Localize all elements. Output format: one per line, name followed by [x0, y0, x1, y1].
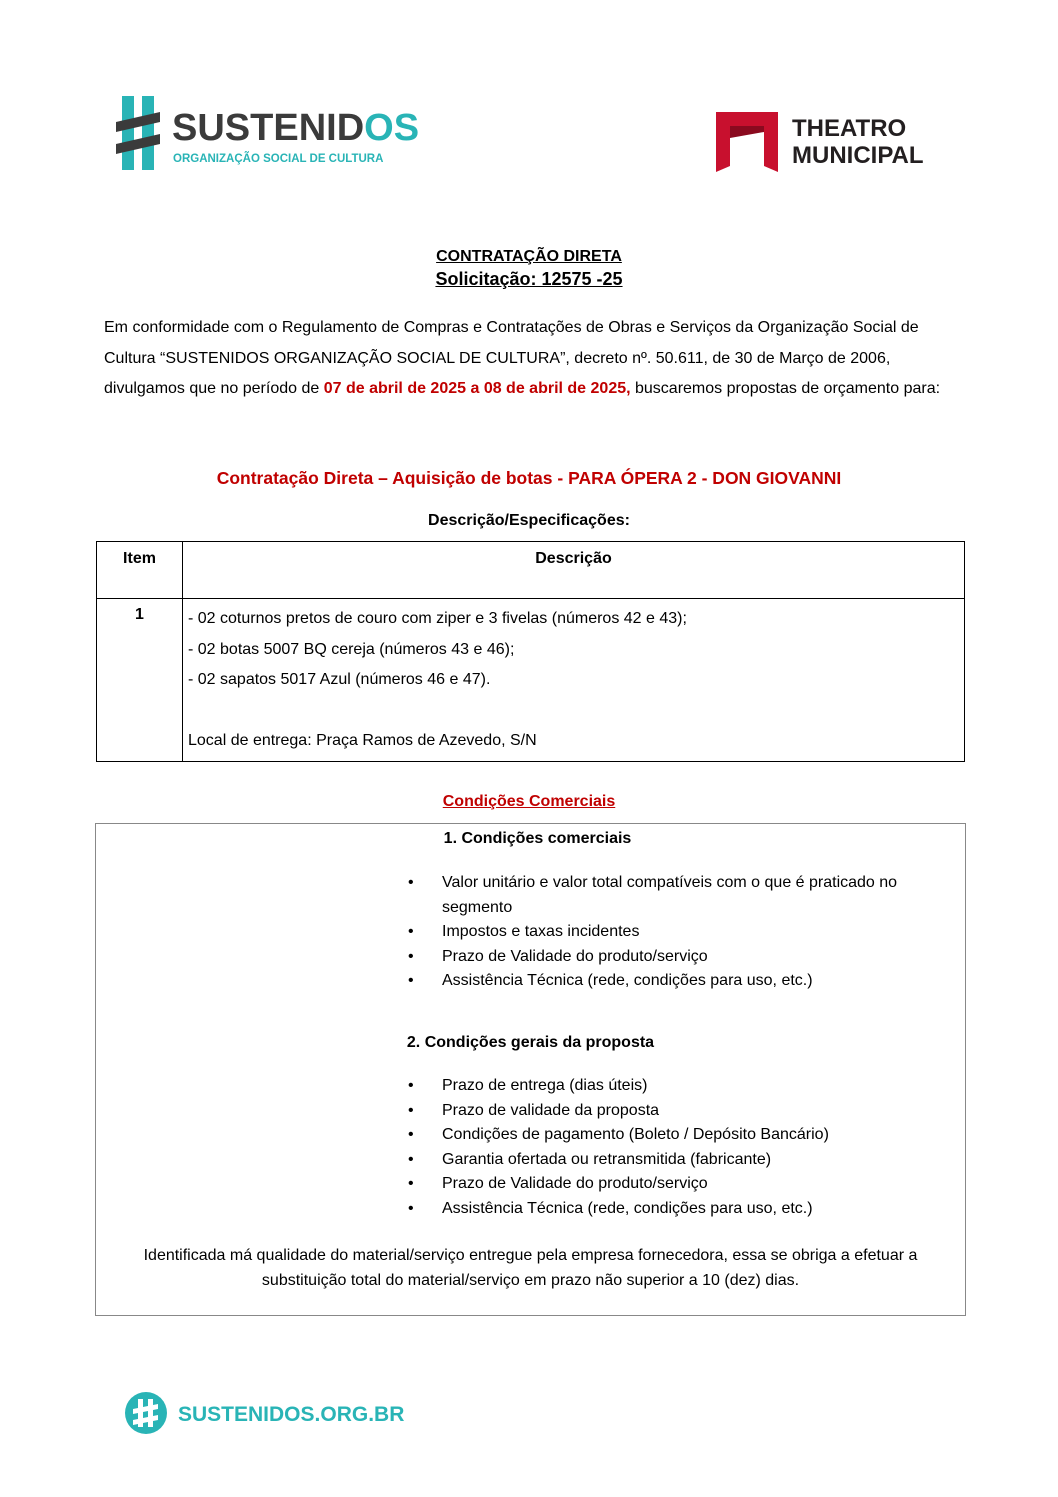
description-line: - 02 botas 5007 BQ cereja (números 43 e 46); [188, 640, 515, 658]
request-number: Solicitação: 12575 -25 [435, 269, 623, 289]
theatro-municipal-logo [714, 108, 954, 174]
footer-website-logo [124, 1390, 405, 1436]
commercial-conditions-heading: Condições Comerciais [442, 793, 616, 810]
footer-hash-circle-icon [125, 1392, 167, 1434]
sustenidos-logo [116, 94, 420, 172]
subject-heading: Contratação Direta – Aquisição de botas - PARA ÓPERA 2 - DON GIOVANNI [216, 468, 842, 488]
intro-period: 07 de abril de 2025 a 08 de abril de 2025, [323, 380, 631, 397]
list-item: • Prazo de validade da proposta [408, 1099, 938, 1124]
table-header-divider [97, 598, 964, 599]
section1-list [408, 871, 938, 994]
footer-site-text: SUSTENIDOS.ORG.BR [178, 1403, 405, 1426]
table-header-item: Item [123, 550, 156, 567]
sustenidos-brand-text: SUSTENIDOS [172, 107, 420, 149]
theatro-line2: MUNICIPAL [792, 142, 924, 169]
list-item: • Assistência Técnica (rede, condições para uso, etc.) [408, 969, 938, 994]
list-item: • Assistência Técnica (rede, condições para uso, etc.) [408, 1197, 938, 1222]
section2-title: 2. Condições gerais da proposta [406, 1034, 655, 1051]
table-cell-item-number: 1 [135, 606, 144, 623]
list-item: • Valor unitário e valor total compatíveis com o que é praticado no segmento [408, 871, 938, 920]
delivery-location: Local de entrega: Praça Ramos de Azevedo, S/N [188, 731, 537, 749]
table-cell-description [188, 604, 958, 756]
conditions-box [95, 823, 966, 1316]
table-header-description: Descrição [535, 550, 612, 567]
intro-text-after: buscaremos propostas de orçamento para: [630, 380, 941, 397]
list-item: • Garantia ofertada ou retransmitida (fabricante) [408, 1148, 938, 1173]
list-item: • Prazo de Validade do produto/serviço [408, 945, 938, 970]
list-item: • Impostos e taxas incidentes [408, 920, 938, 945]
section2-list [408, 1074, 938, 1221]
items-table [96, 541, 965, 762]
sustenidos-tagline: ORGANIZAÇÃO SOCIAL DE CULTURA [173, 153, 384, 165]
list-item: • Prazo de Validade do produto/serviço [408, 1172, 938, 1197]
quality-footnote: Identificada má qualidade do material/serviço entregue pela empresa fornecedora, essa se obriga a efetuar a substituição total do material/serviço em prazo não superior a 10 (dez) dias. [143, 1247, 918, 1289]
intro-text-before: Em conformidade com o Regulamento de Compras e Contratações de Obras e Serviços da Organização Social de Cultura “SUSTENIDOS ORGANIZAÇÃO SOCIAL DE CULTURA”, decreto nº. 50.611, de 30 de Março de 2006, divulgamos que no período de [104, 319, 919, 397]
intro-paragraph [104, 313, 954, 405]
theatro-line1: THEATRO [792, 115, 907, 142]
section1-title: 1. Condições comerciais [443, 830, 632, 847]
specifications-heading: Descrição/Especificações: [428, 512, 630, 529]
document-title: CONTRATAÇÃO DIRETA [436, 248, 622, 265]
list-item: • Condições de pagamento (Boleto / Depósito Bancário) [408, 1123, 938, 1148]
table-column-divider [182, 542, 183, 761]
description-line: - 02 sapatos 5017 Azul (números 46 e 47). [188, 671, 491, 688]
description-line: - 02 coturnos pretos de couro com ziper e 3 fivelas (números 42 e 43); [188, 610, 687, 627]
list-item: • Prazo de entrega (dias úteis) [408, 1074, 938, 1099]
